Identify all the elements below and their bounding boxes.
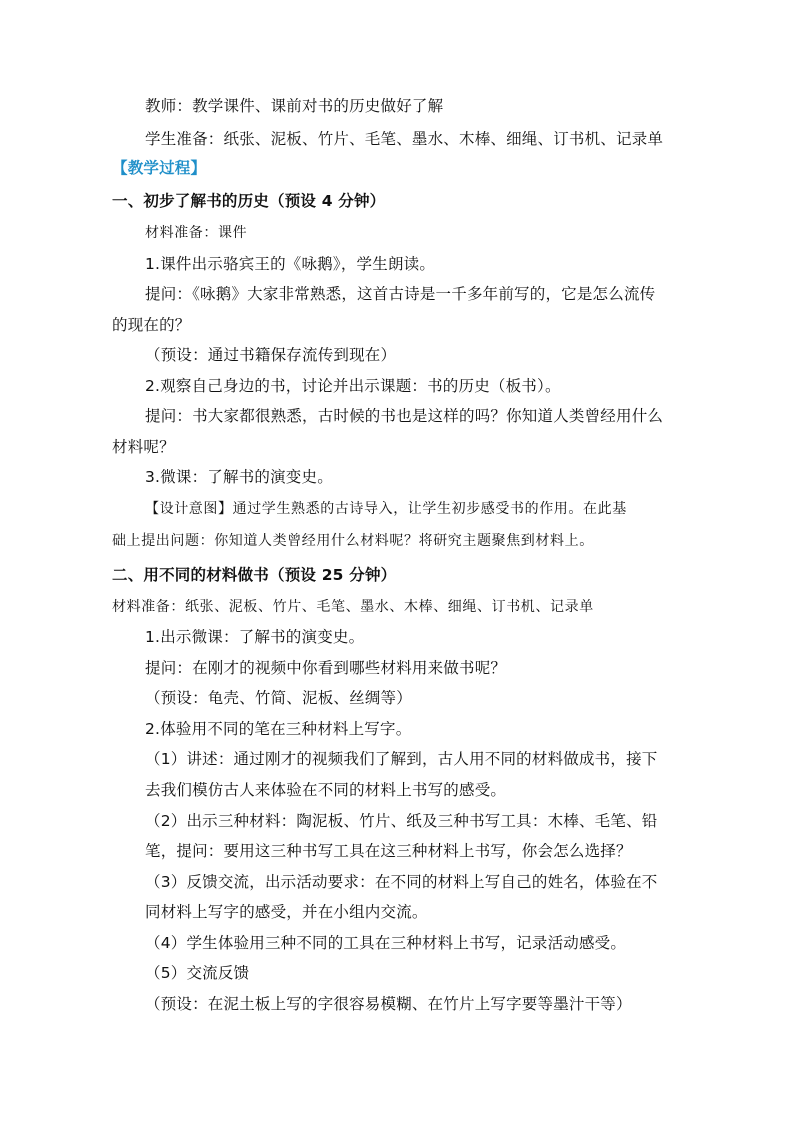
teacher-prep: 教师：教学课件、课前对书的历史做好了解 bbox=[145, 97, 444, 115]
substep1-line2: 去我们模仿古人来体验在不同的材料上书写的感受。 bbox=[145, 781, 507, 799]
substep5: （5）交流反馈 bbox=[145, 964, 250, 982]
section2-question1: 提问：在刚才的视频中你看到哪些材料用来做书呢？ bbox=[145, 659, 507, 677]
design-intent-line2: 础上提出问题：你知道人类曾经用什么材料呢？将研究主题聚焦到材料上。 bbox=[112, 533, 594, 549]
section1-question2-line1: 提问：书大家都很熟悉，古时候的书也是这样的吗？你知道人类曾经用什么 bbox=[145, 407, 664, 425]
section2-step2: 2.体验用不同的笔在三种材料上写字。 bbox=[145, 720, 412, 738]
student-prep: 学生准备：纸张、泥板、竹片、毛笔、墨水、木棒、细绳、订书机、记录单 bbox=[145, 130, 664, 148]
substep3-line2: 同材料上写字的感受，并在小组内交流。 bbox=[145, 903, 428, 921]
section2-heading: 二、用不同的材料做书（预设 25 分钟） bbox=[112, 566, 397, 584]
section2-preset2: （预设：在泥土板上写的字很容易模糊、在竹片上写字要等墨汁干等） bbox=[145, 995, 632, 1013]
section1-question1-line2: 的现在的？ bbox=[112, 316, 191, 334]
section1-question1-line1: 提问：《咏鹅》大家非常熟悉，这首古诗是一千多年前写的，它是怎么流传 bbox=[145, 285, 656, 303]
section2-materials: 材料准备：纸张、泥板、竹片、毛笔、墨水、木棒、细绳、订书机、记录单 bbox=[112, 599, 594, 615]
substep3-line1: （3）反馈交流，出示活动要求：在不同的材料上写自己的姓名，体验在不 bbox=[145, 873, 658, 891]
substep4: （4）学生体验用三种不同的工具在三种材料上书写，记录活动感受。 bbox=[145, 934, 627, 952]
section2-preset1: （预设：龟壳、竹简、泥板、丝绸等） bbox=[145, 689, 412, 707]
section2-step1: 1.出示微课：了解书的演变史。 bbox=[145, 628, 365, 646]
section1-heading: 一、初步了解书的历史（预设 4 分钟） bbox=[112, 192, 386, 210]
substep2-line2: 笔，提问：要用这三种书写工具在这三种材料上书写，你会怎么选择？ bbox=[145, 842, 632, 860]
substep2-line1: （2）出示三种材料：陶泥板、竹片、纸及三种书写工具：木棒、毛笔、铅 bbox=[145, 812, 658, 830]
section1-step2: 2.观察自己身边的书，讨论并出示课题：书的历史（板书）。 bbox=[145, 377, 561, 395]
section1-step3: 3.微课：了解书的演变史。 bbox=[145, 468, 333, 486]
process-heading: 【教学过程】 bbox=[112, 159, 207, 177]
section1-preset1: （预设：通过书籍保存流传到现在） bbox=[145, 346, 397, 364]
design-intent-line1: 【设计意图】通过学生熟悉的古诗导入，让学生初步感受书的作用。在此基 bbox=[145, 501, 627, 517]
section1-step1: 1.课件出示骆宾王的《咏鹅》，学生朗读。 bbox=[145, 255, 436, 273]
substep1-line1: （1）讲述：通过刚才的视频我们了解到，古人用不同的材料做成书，接下 bbox=[145, 750, 658, 768]
section1-question2-line2: 材料呢？ bbox=[112, 438, 175, 456]
section1-materials: 材料准备：课件 bbox=[145, 225, 248, 241]
